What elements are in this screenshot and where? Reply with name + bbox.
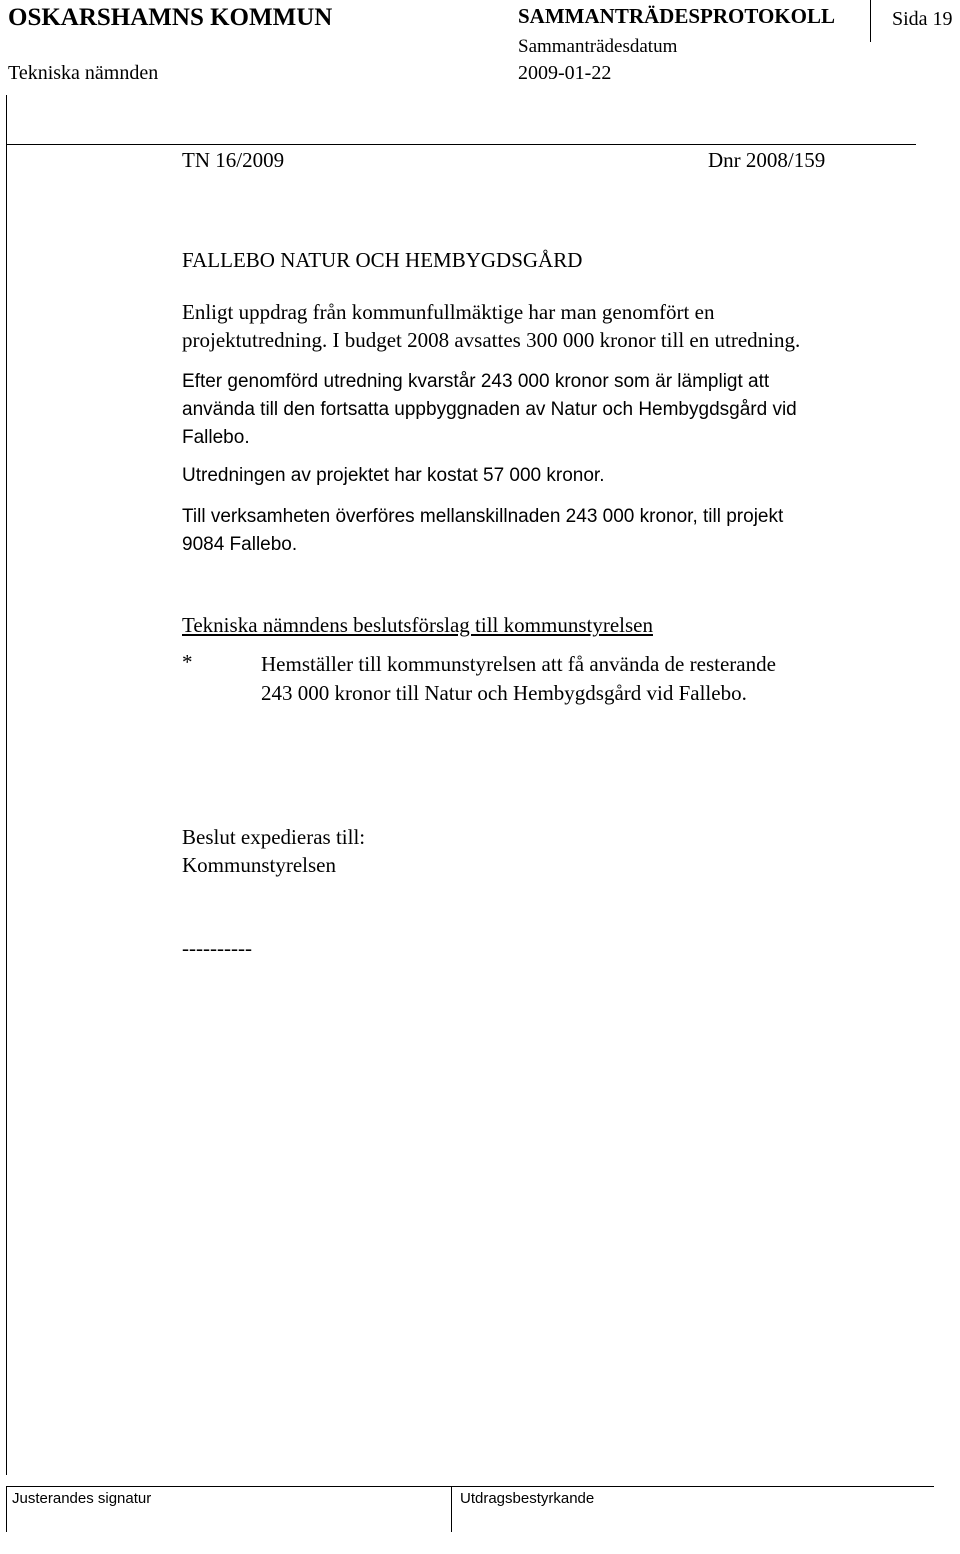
intro-paragraph <box>182 298 800 354</box>
paragraph-line: Efter genomförd utredning kvarstår 243 000 kronor som är lämpligt att <box>182 371 770 392</box>
section-heading: FALLEBO NATUR OCH HEMBYGDSGÅRD <box>182 248 583 272</box>
case-number: TN 16/2009 <box>182 148 285 172</box>
cost-paragraph: Utredningen av projektet har kostat 57 000 kronor. <box>182 465 605 486</box>
page-number: Sida 19 <box>892 8 953 30</box>
dispatch-recipient: Kommunstyrelsen <box>182 853 336 877</box>
meeting-date-label: Sammanträdesdatum <box>518 36 678 57</box>
remaining-funds-paragraph <box>182 368 797 452</box>
certifier-label: Utdragsbestyrkande <box>460 1490 595 1507</box>
intro-line: Enligt uppdrag från kommunfullmäktige har man genomfört en <box>182 300 715 324</box>
header-rule <box>6 144 916 145</box>
proposal-line: Hemställer till kommunstyrelsen att få använda de resterande <box>261 652 776 676</box>
paragraph-line: Till verksamheten överföres mellanskillnaden 243 000 kronor, till projekt <box>182 506 784 527</box>
left-margin-rule <box>6 95 7 1475</box>
proposal-bullet: * <box>182 650 193 674</box>
protocol-title: SAMMANTRÄDESPROTOKOLL <box>518 4 835 28</box>
footer-mid-rule <box>451 1486 452 1532</box>
end-separator: ---------- <box>182 936 252 960</box>
signature-label: Justerandes signatur <box>12 1490 152 1507</box>
transfer-paragraph <box>182 503 783 559</box>
proposal-heading: Tekniska nämndens beslutsförslag till kommunstyrelsen <box>182 613 653 637</box>
header-divider <box>870 0 871 42</box>
paragraph-line: Fallebo. <box>182 427 250 448</box>
footer-left-rule <box>6 1486 7 1532</box>
municipality-name: OSKARSHAMNS KOMMUN <box>8 4 333 31</box>
dispatch-label: Beslut expedieras till: <box>182 825 366 849</box>
footer-rule <box>6 1486 934 1487</box>
registry-number: Dnr 2008/159 <box>708 148 826 172</box>
dispatch-block <box>182 823 365 879</box>
proposal-text <box>261 650 776 708</box>
proposal-line: 243 000 kronor till Natur och Hembygdsgård vid Fallebo. <box>261 681 747 705</box>
paragraph-line: använda till den fortsatta uppbyggnaden av Natur och Hembygdsgård vid <box>182 399 797 420</box>
paragraph-line: 9084 Fallebo. <box>182 534 298 555</box>
meeting-date: 2009-01-22 <box>518 62 612 84</box>
board-name: Tekniska nämnden <box>8 62 159 84</box>
intro-line: projektutredning. I budget 2008 avsattes 300 000 kronor till en utredning. <box>182 328 801 352</box>
